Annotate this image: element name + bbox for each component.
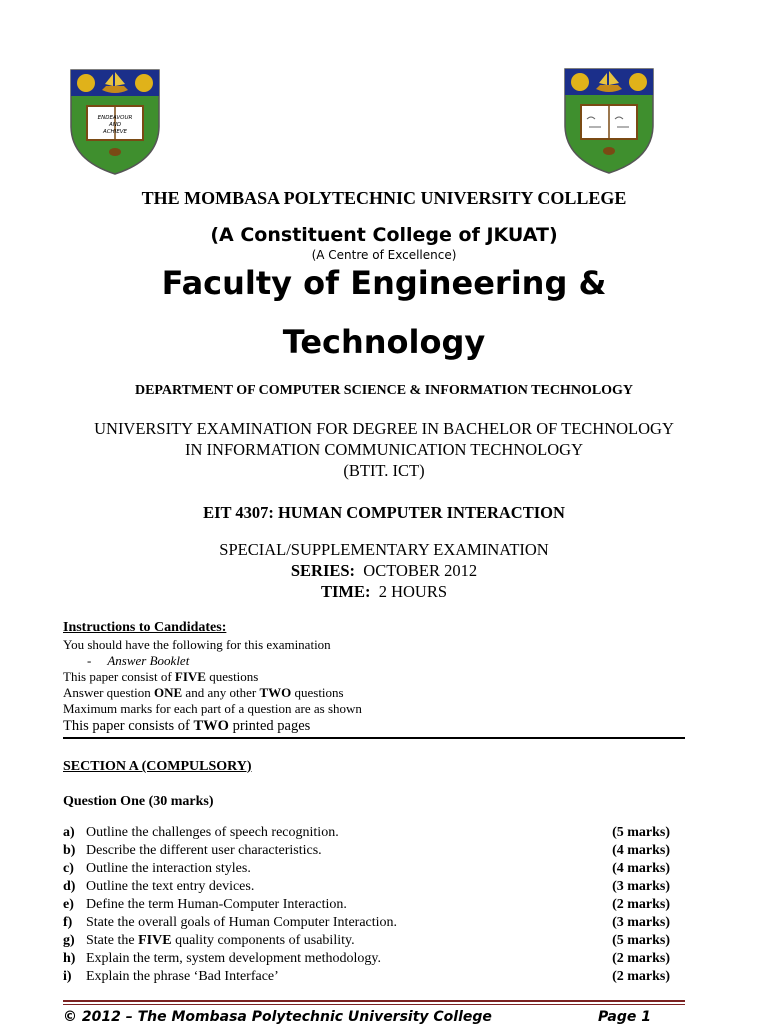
- footer-copyright: © 2012 – The Mombasa Polytechnic University College: [63, 1009, 492, 1025]
- college-crest-right: [563, 67, 655, 175]
- text: This paper consists of: [63, 718, 194, 734]
- time-label: TIME:: [320, 582, 371, 601]
- text: questions: [205, 669, 259, 684]
- faculty-title-line1: Faculty of Engineering &: [161, 264, 607, 302]
- exam-time: [0, 582, 768, 602]
- question-item-text: [86, 861, 251, 877]
- question-item-text: [86, 969, 279, 985]
- bullet-dash: -: [87, 653, 92, 668]
- question-item-label: a): [63, 825, 75, 840]
- centre-line: (A Centre of Excellence): [311, 248, 457, 262]
- instruction-line: Maximum marks for each part of a question are as shown: [63, 701, 362, 716]
- instruction-line: You should have the following for this examination: [63, 637, 331, 652]
- question-item-text: [86, 951, 381, 967]
- question-item-label: h): [63, 951, 76, 966]
- text-bold: FIVE: [138, 933, 172, 948]
- exam-title-line1: UNIVERSITY EXAMINATION FOR DEGREE IN BACHELOR OF TECHNOLOGY: [94, 419, 674, 438]
- college-crest-left: [69, 68, 161, 176]
- footer-rule: [63, 1000, 685, 1002]
- question-item-label: f): [63, 915, 73, 930]
- instruction-bullet: [87, 653, 189, 669]
- question-item-label: g): [63, 933, 75, 948]
- question-item-marks: (2 marks): [612, 969, 670, 984]
- text-bold: ONE: [154, 685, 183, 700]
- question-heading: Question One (30 marks): [63, 794, 214, 809]
- question-item-marks: (2 marks): [612, 897, 670, 912]
- series-value: OCTOBER 2012: [363, 561, 478, 580]
- question-item-marks: (5 marks): [612, 825, 670, 840]
- question-item-text: [86, 933, 355, 949]
- question-item-marks: (3 marks): [612, 879, 670, 894]
- footer-rule: [63, 1004, 685, 1005]
- exam-type: SPECIAL/SUPPLEMENTARY EXAMINATION: [219, 540, 549, 559]
- exam-series: [0, 561, 768, 581]
- question-item-text: [86, 915, 397, 931]
- exam-title-line3: (BTIT. ICT): [343, 461, 425, 480]
- text: Answer question: [63, 685, 154, 700]
- question-item-marks: (4 marks): [612, 861, 670, 876]
- question-item-text: [86, 879, 254, 895]
- college-name: THE MOMBASA POLYTECHNIC UNIVERSITY COLLEGE: [141, 188, 627, 208]
- instructions-heading: Instructions to Candidates:: [63, 620, 227, 635]
- department-name: DEPARTMENT OF COMPUTER SCIENCE & INFORMATION TECHNOLOGY: [134, 383, 634, 398]
- question-item-marks: (2 marks): [612, 951, 670, 966]
- divider: [63, 737, 685, 739]
- question-item-text: [86, 897, 347, 913]
- text: Outline the text entry devices.: [86, 879, 255, 894]
- crest-shield-icon: [69, 68, 161, 176]
- section-heading: SECTION A (COMPULSORY): [63, 759, 252, 774]
- question-item-label: b): [63, 843, 76, 858]
- crest-motto-3: ACHIEVE: [102, 129, 128, 135]
- text: quality components of usability.: [171, 933, 355, 948]
- text: State the overall goals of Human Computer Interaction.: [86, 915, 398, 930]
- question-item-marks: (5 marks): [612, 933, 670, 948]
- text: Outline the interaction styles.: [86, 861, 251, 876]
- text: Explain the term, system development methodology.: [86, 951, 381, 966]
- instruction-line: [63, 718, 310, 735]
- question-item-marks: (4 marks): [612, 843, 670, 858]
- question-item-text: [86, 825, 339, 841]
- course-title: EIT 4307: HUMAN COMPUTER INTERACTION: [203, 503, 565, 522]
- crest-motto-1: ENDEAVOUR: [97, 115, 133, 121]
- question-item-label: e): [63, 897, 74, 912]
- exam-title-line2: IN INFORMATION COMMUNICATION TECHNOLOGY: [185, 440, 583, 459]
- time-value: 2 HOURS: [378, 582, 448, 601]
- question-item-label: i): [63, 969, 72, 984]
- faculty-title-line2: Technology: [282, 323, 486, 361]
- text: State the: [86, 933, 139, 948]
- bullet-text: Answer Booklet: [107, 653, 190, 668]
- question-item-label: d): [63, 879, 76, 894]
- text: and any other: [182, 685, 260, 700]
- footer-page-number: Page 1: [598, 1009, 651, 1025]
- text-bold: TWO: [193, 718, 229, 734]
- question-item-label: c): [63, 861, 74, 876]
- question-item-text: [86, 843, 322, 859]
- text: This paper consist of: [63, 669, 175, 684]
- instruction-line: [63, 685, 344, 701]
- instruction-line: [63, 669, 258, 685]
- series-label: SERIES:: [290, 561, 356, 580]
- text: Explain the phrase ‘Bad Interface’: [86, 969, 279, 984]
- text: Define the term Human-Computer Interaction.: [86, 897, 347, 912]
- text: Outline the challenges of speech recognition.: [86, 825, 339, 840]
- crest-motto-2: AND: [108, 122, 122, 128]
- constituent-line: (A Constituent College of JKUAT): [210, 224, 558, 246]
- text-bold: FIVE: [174, 669, 206, 684]
- text: questions: [291, 685, 344, 700]
- text: printed pages: [228, 718, 311, 734]
- text: Describe the different user characteristics.: [86, 843, 322, 858]
- text-bold: TWO: [259, 685, 292, 700]
- crest-shield-icon: [563, 67, 655, 175]
- question-item-marks: (3 marks): [612, 915, 670, 930]
